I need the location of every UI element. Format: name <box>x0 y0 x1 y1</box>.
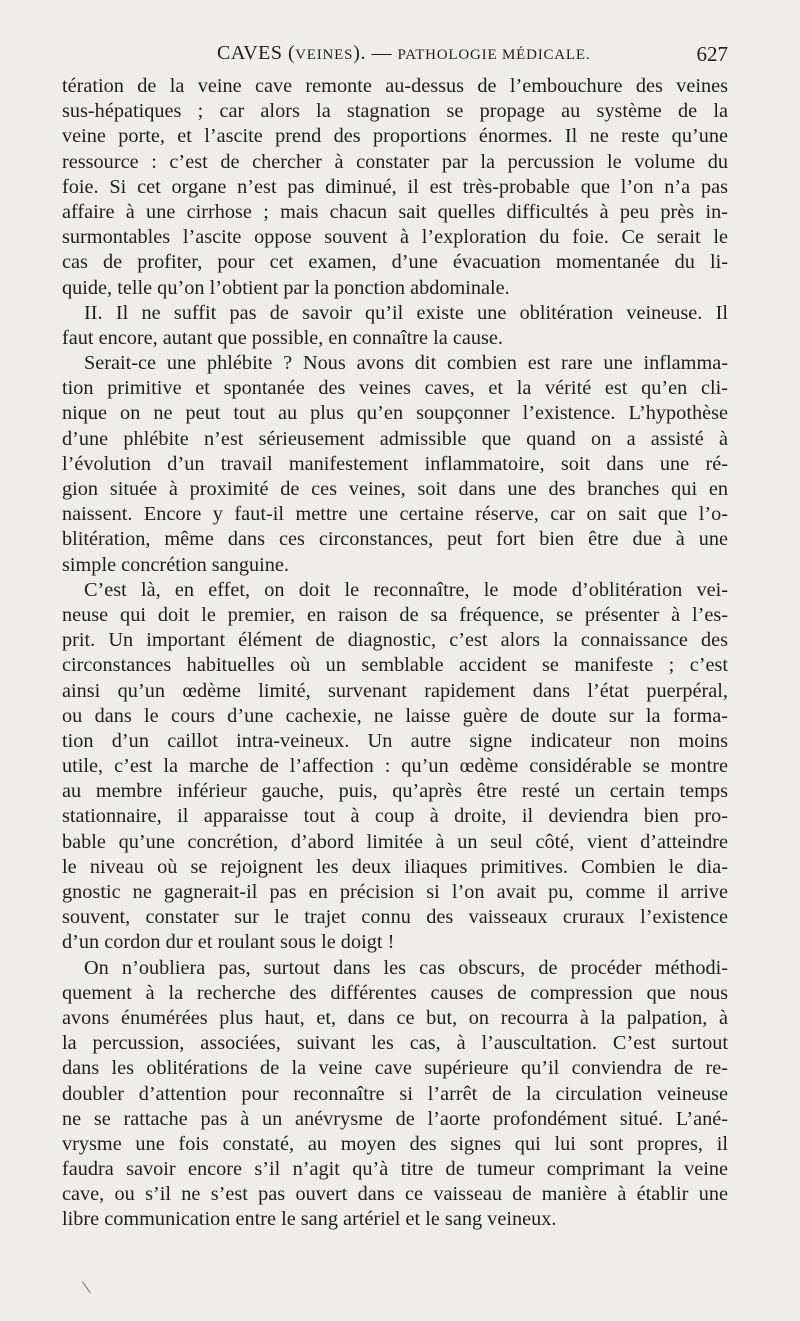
running-title-main: CAVES ( <box>217 42 296 64</box>
text-line: cave, ou s’il ne s’est pas ouvert dans ce vaisseau de manière à établir une <box>62 1183 728 1206</box>
text-line: tion d’un caillot intra-veineux. Un autre signe indicateur non moins <box>62 729 728 752</box>
text-line: libre communication entre le sang artériel et le sang veineux. <box>62 1208 557 1231</box>
text-line: cas de profiter, pour cet examen, d’une évacuation momentanée du li- <box>62 251 728 274</box>
text-line: Serait-ce une phlébite ? Nous avons dit combien est rare une inflamma- <box>84 352 728 375</box>
text-line: stationnaire, il apparaisse tout à coup à droite, il deviendra bien pro- <box>62 805 728 828</box>
text-line: ne se rattache pas à un anévrysme de l’aorte profondément situé. L’ané- <box>62 1107 728 1130</box>
text-line: souvent, constater sur le trajet connu des vaisseaux cruraux l’existence <box>62 906 728 929</box>
text-line: nique on ne peut tout au plus qu’en soupçonner l’existence. L’hypothèse <box>62 402 728 425</box>
text-line: doubler d’attention pour reconnaître si l’arrêt de la circulation veineuse <box>62 1082 728 1105</box>
text-line: utile, c’est la marche de l’affection : qu’un œdème considérable se montre <box>62 755 728 778</box>
text-line: l’évolution d’un travail manifestement inflammatoire, soit dans une ré- <box>62 452 728 475</box>
running-title-close: ). <box>353 42 366 64</box>
text-line: blitération, même dans ces circonstances, peut fort bien être due à une <box>62 528 728 551</box>
text-line: ainsi qu’un œdème limité, survenant rapidement dans l’état puerpéral, <box>62 679 728 702</box>
text-line: prit. Un important élément de diagnostic, c’est alors la connaissance des <box>62 629 728 652</box>
running-title-dash: — <box>365 42 398 64</box>
text-line: surmontables l’ascite oppose souvent à l’exploration du foie. Ce serait le <box>62 226 728 249</box>
text-line: quement à la recherche des différentes causes de compression que nous <box>62 981 728 1004</box>
running-header <box>62 40 728 70</box>
text-line: affaire à une cirrhose ; mais chacun sait quelles difficultés à peu près in- <box>62 200 728 223</box>
text-line: vrysme une fois constaté, au moyen des signes qui lui sont propres, il <box>62 1132 728 1155</box>
text-line: foie. Si cet organe n’est pas diminué, il est très-probable que l’on n’a pas <box>62 175 728 198</box>
text-line: On n’oubliera pas, surtout dans les cas obscurs, de procéder méthodi- <box>84 956 728 979</box>
text-line: faudra savoir encore s’il n’agit qu’à titre de tumeur comprimant la veine <box>62 1158 728 1181</box>
text-line: la percussion, associées, suivant les cas, à l’auscultation. C’est surtout <box>62 1032 728 1055</box>
text-line: tération de la veine cave remonte au-dessus de l’embouchure des veines <box>62 75 728 97</box>
text-line: quide, telle qu’on l’obtient par la ponction abdominale. <box>62 276 510 299</box>
text-line: C’est là, en effet, on doit le reconnaître, le mode d’oblitération vei- <box>84 578 728 601</box>
text-line: le niveau où se rejoignent les deux iliaques primitives. Combien le dia- <box>62 855 728 878</box>
text-line: circonstances habituelles où un semblable accident se manifeste ; c’est <box>62 654 728 677</box>
text-line: d’une phlébite n’est sérieusement admissible que quand on a assisté à <box>62 427 728 450</box>
text-line: sus-hépatiques ; car alors la stagnation se propage au système de la <box>62 100 728 123</box>
text-line: naissent. Encore y faut-il mettre une certaine réserve, car on sait que l’o- <box>62 503 728 526</box>
text-line: simple concrétion sanguine. <box>62 553 289 576</box>
text-line: II. Il ne suffit pas de savoir qu’il existe une oblitération veineuse. Il <box>84 301 728 324</box>
text-line: ressource : c’est de chercher à constater par la percussion le volume du <box>62 150 728 173</box>
text-line: neuse qui doit le premier, en raison de sa fréquence, se présenter à l’es- <box>62 603 728 626</box>
text-line: tion primitive et spontanée des veines caves, et la vérité est qu’en cli- <box>62 377 728 400</box>
text-line: au membre inférieur gauche, puis, qu’après être resté un certain temps <box>62 780 728 803</box>
text-line: d’un cordon dur et roulant sous le doigt ! <box>62 931 395 954</box>
page-number: 627 <box>696 42 728 66</box>
text-line: faut encore, autant que possible, en connaître la cause. <box>62 326 503 349</box>
text-line: dans les oblitérations de la veine cave supérieure qu’il conviendra de re- <box>62 1057 728 1080</box>
running-title-smallcaps: VEINES <box>295 47 354 63</box>
body-text <box>62 74 728 1233</box>
text-line: gion située à proximité de ces veines, soit dans une des branches qui en <box>62 478 728 500</box>
running-subtitle: PATHOLOGIE MÉDICALE. <box>397 47 591 63</box>
text-line: gnostic ne gagnerait-il pas en précision si l’on avait pu, comme il arrive <box>62 881 728 903</box>
text-line: avons énumérées plus haut, et, dans ce but, on recourra à la palpation, à <box>62 1006 728 1029</box>
text-line: veine porte, et l’ascite prend des proportions énormes. Il ne reste qu’une <box>62 125 728 148</box>
stray-pencil-mark <box>82 1276 99 1294</box>
text-line: bable qu’une concrétion, d’abord limitée à un seul côté, vient d’atteindre <box>62 830 728 853</box>
text-line: ou dans le cours d’une cachexie, ne laisse guère de doute sur la forma- <box>62 704 728 727</box>
running-title <box>217 42 590 65</box>
